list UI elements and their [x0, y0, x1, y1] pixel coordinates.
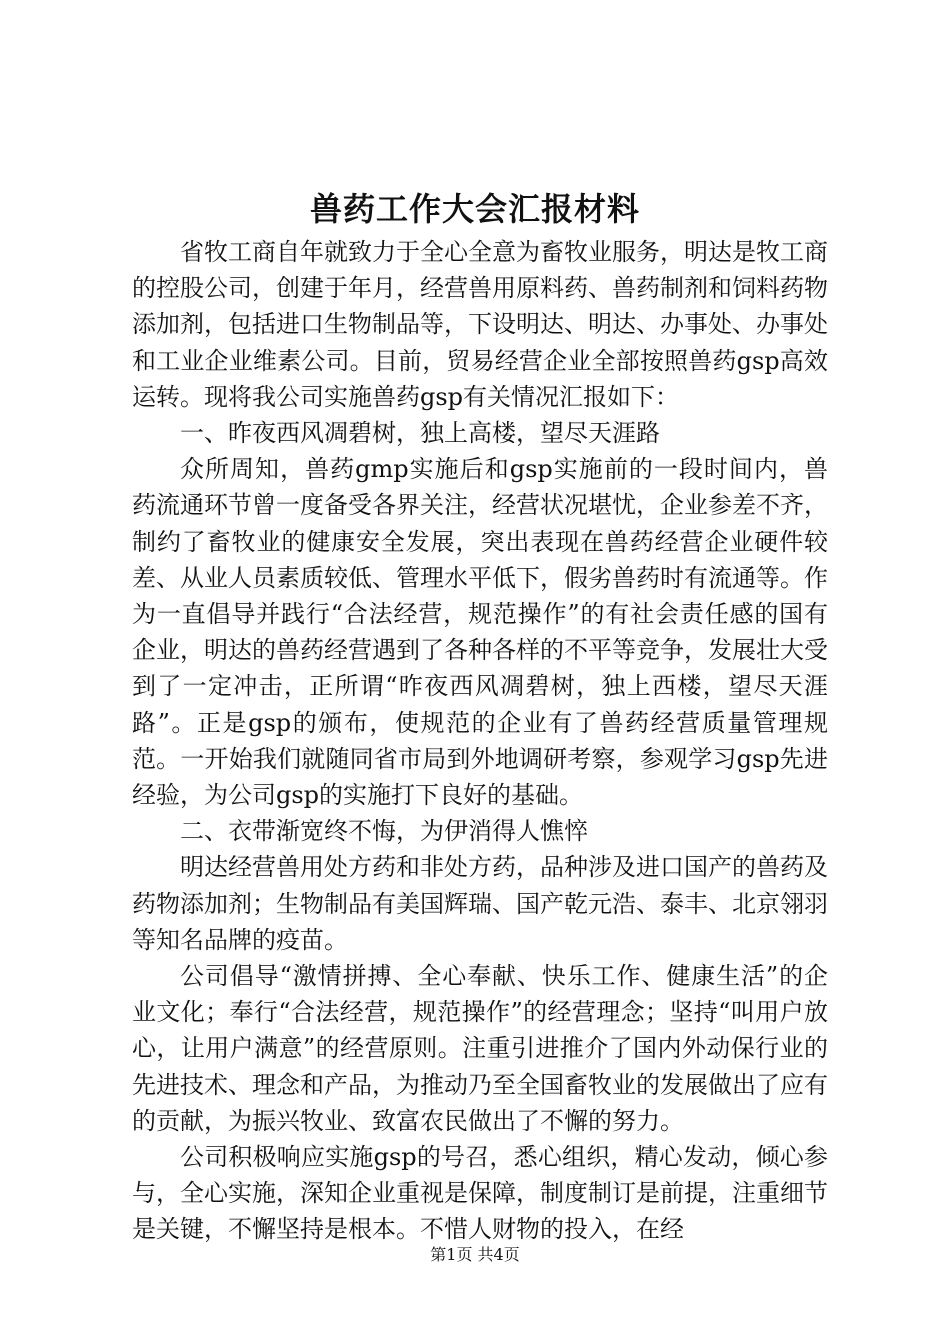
page-footer: 第1页 共4页	[430, 1245, 520, 1264]
paragraph-gsp: 公司积极响应实施gsp的号召，悉心组织，精心发动，倾心参与，全心实施，深知企业重视是保障，制度制订是前提，注重细节是关键，不懈坚持是根本。不惜人财物的投入，在经	[132, 1143, 828, 1244]
paragraph-section-1: 众所周知，兽药gmp实施后和gsp实施前的一段时间内，兽药流通环节曾一度备受各界关注，经营状况堪忧，企业参差不齐，制约了畜牧业的健康安全发展，突出表现在兽药经营企业硬件较差、从业人员素质较低、管理水平低下，假劣兽药时有流通等。作为一直倡导并践行“合法经营，规范操作”的有社会责任感的国有企业，明达的兽药经营遇到了各种各样的不平等竞争，发展壮大受到了一定冲击，正所谓“昨夜西风凋碧树，独上西楼，望尽天涯路”。正是gsp的颁布，使规范的企业有了兽药经营质量管理规范。一开始我们就随同省市局到外地调研考察，参观学习gsp先进经验，为公司gsp的实施打下良好的基础。	[132, 455, 828, 810]
section-heading-1: 一、昨夜西风凋碧树，独上高楼，望尽天涯路	[180, 419, 660, 448]
document-title: 兽药工作大会汇报材料	[309, 190, 640, 228]
section-heading-2: 二、衣带渐宽终不悔，为伊消得人憔悴	[180, 817, 588, 846]
paragraph-products: 明达经营兽用处方药和非处方药，品种涉及进口国产的兽药及药物添加剂；生物制品有美国辉瑞、国产乾元浩、泰丰、北京翎羽等知名品牌的疫苗。	[132, 853, 828, 954]
paragraph-culture: 公司倡导“激情拼搏、全心奉献、快乐工作、健康生活”的企业文化；奉行“合法经营，规范操作”的经营理念；坚持“叫用户放心，让用户满意”的经营原则。注重引进推介了国内外动保行业的先进技术、理念和产品，为推动乃至全国畜牧业的发展做出了应有的贡献，为振兴牧业、致富农民做出了不懈的努力。	[132, 962, 828, 1135]
document-body	[132, 234, 828, 1248]
paragraph-intro: 省牧工商自年就致力于全心全意为畜牧业服务，明达是牧工商的控股公司，创建于年月，经营兽用原料药、兽药制剂和饲料药物添加剂，包括进口生物制品等，下设明达、明达、办事处、办事处和工业企业维素公司。目前，贸易经营企业全部按照兽药gsp高效运转。现将我公司实施兽药gsp有关情况汇报如下：	[132, 238, 828, 411]
